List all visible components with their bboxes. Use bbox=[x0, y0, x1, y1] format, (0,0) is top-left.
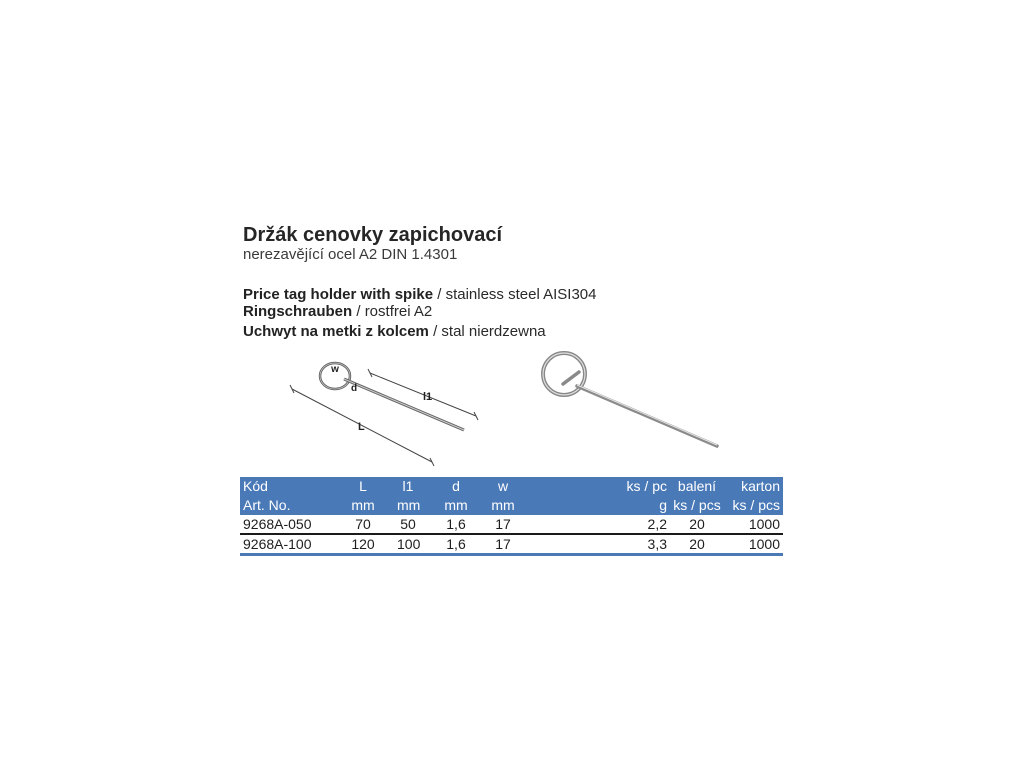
product-subtitle: nerezavějící ocel A2 DIN 1.4301 bbox=[243, 246, 458, 263]
cell-w: 17 bbox=[495, 536, 511, 552]
product-title: Držák cenovky zapichovací bbox=[243, 224, 503, 246]
table-row bbox=[240, 535, 783, 556]
header-w: w bbox=[497, 478, 509, 494]
cell-karton: 1000 bbox=[748, 516, 780, 532]
table-header-row bbox=[240, 477, 783, 496]
cell-ks: 2,2 bbox=[647, 516, 667, 532]
label-d: d bbox=[351, 383, 358, 394]
table-row bbox=[240, 515, 783, 535]
header-w-unit: mm bbox=[491, 497, 515, 513]
cell-l1: 100 bbox=[397, 536, 421, 552]
header-l1-unit: mm bbox=[397, 497, 421, 513]
technical-drawing bbox=[280, 352, 490, 467]
description-line-de bbox=[243, 303, 432, 320]
header-L: L bbox=[359, 478, 367, 494]
header-ks-unit: g bbox=[659, 497, 667, 513]
label-l1: l1 bbox=[423, 391, 433, 403]
cell-w: 17 bbox=[495, 516, 511, 532]
description-bold: Uchwyt na metki z kolcem bbox=[243, 323, 429, 340]
header-baleni: balení bbox=[677, 478, 717, 494]
label-L: L bbox=[358, 421, 365, 433]
description-line-pl bbox=[243, 323, 546, 340]
header-karton: karton bbox=[741, 478, 780, 494]
header-karton-unit: ks / pcs bbox=[732, 497, 780, 513]
header-d-unit: mm bbox=[444, 497, 468, 513]
cell-baleni: 20 bbox=[689, 516, 705, 532]
description-rest: / rostfrei A2 bbox=[352, 303, 433, 320]
header-ks: ks / pc bbox=[626, 478, 667, 494]
header-l1: l1 bbox=[402, 478, 414, 494]
description-bold: Ringschrauben bbox=[243, 303, 353, 320]
header-code: Kód bbox=[243, 478, 268, 494]
cell-L: 70 bbox=[355, 516, 371, 532]
cell-code: 9268A-100 bbox=[243, 536, 312, 552]
product-table bbox=[240, 477, 783, 556]
product-image bbox=[535, 350, 730, 450]
header-baleni-unit: ks / pcs bbox=[673, 497, 721, 513]
label-w: w bbox=[331, 364, 339, 375]
cell-karton: 1000 bbox=[748, 536, 780, 552]
header-d: d bbox=[452, 478, 460, 494]
cell-L: 120 bbox=[351, 536, 375, 552]
header-code: Art. No. bbox=[243, 497, 291, 513]
description-rest: / stainless steel AISI304 bbox=[433, 286, 597, 303]
description-rest: / stal nierdzewna bbox=[428, 323, 546, 340]
cell-d: 1,6 bbox=[446, 516, 466, 532]
cell-code: 9268A-050 bbox=[243, 516, 312, 532]
table-header-row bbox=[240, 496, 783, 515]
description-line-en bbox=[243, 286, 597, 303]
description-bold: Price tag holder with spike bbox=[243, 286, 434, 303]
cell-d: 1,6 bbox=[446, 536, 466, 552]
cell-l1: 50 bbox=[400, 516, 416, 532]
cell-ks: 3,3 bbox=[647, 536, 667, 552]
cell-baleni: 20 bbox=[689, 536, 705, 552]
header-L-unit: mm bbox=[351, 497, 375, 513]
